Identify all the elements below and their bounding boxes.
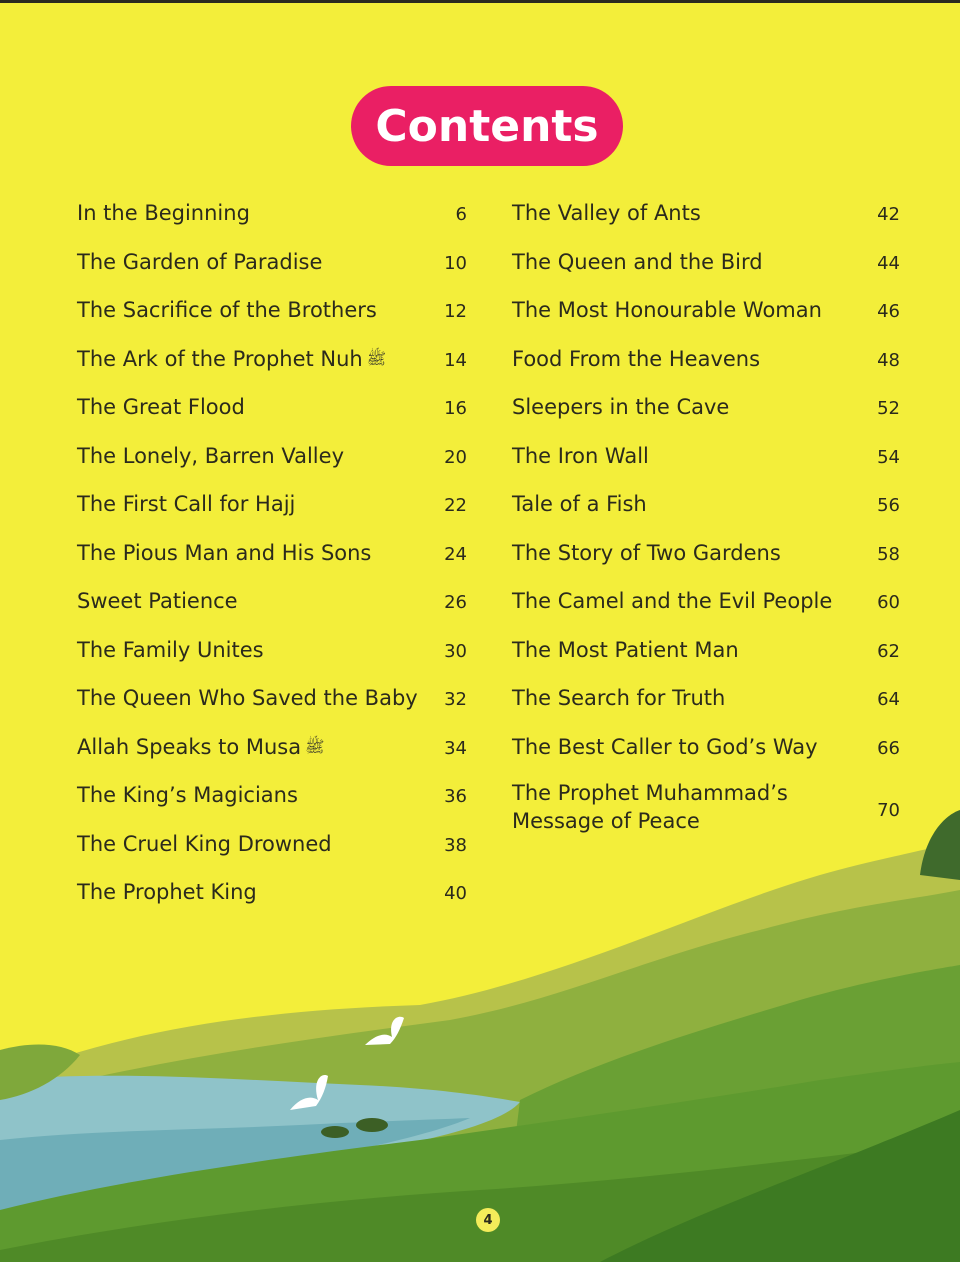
entry-title-wrap <box>77 727 324 767</box>
toc-entry[interactable] <box>77 484 467 533</box>
entry-page: 24 <box>444 543 467 565</box>
entry-title: The Best Caller to God’s Way <box>512 734 818 759</box>
entry-title: The Ark of the Prophet Nuh <box>77 346 363 371</box>
entry-title: The First Call for Hajj <box>77 492 296 516</box>
toc-entry[interactable] <box>77 727 467 776</box>
toc-entry[interactable] <box>512 387 900 436</box>
top-edge <box>0 0 960 3</box>
entry-title: The Pious Man and His Sons <box>77 540 372 565</box>
landscape-illustration <box>0 780 960 1262</box>
entry-page: 20 <box>444 446 467 468</box>
toc-entry[interactable] <box>77 630 467 679</box>
toc-entry[interactable] <box>512 193 900 242</box>
entry-title: The Prophet King <box>77 880 257 904</box>
entry-page: 44 <box>877 252 900 274</box>
entry-page: 16 <box>444 398 467 419</box>
toc-entry[interactable] <box>77 290 467 339</box>
entry-title: The Garden of Paradise <box>77 249 323 274</box>
entry-page: 26 <box>444 592 467 613</box>
entry-title: The Sacrifice of the Brothers <box>77 298 377 322</box>
entry-title: The Search for Truth <box>512 686 726 710</box>
toc-entry[interactable] <box>77 678 467 727</box>
toc-entry[interactable] <box>77 193 467 242</box>
entry-title: The Most Patient Man <box>512 637 739 662</box>
toc-entry[interactable] <box>77 387 467 436</box>
entry-title: The Queen Who Saved the Baby <box>77 686 418 710</box>
entry-title: The Iron Wall <box>512 443 649 468</box>
entry-page: 10 <box>444 252 467 274</box>
entry-page: 62 <box>877 640 900 662</box>
entry-title: The Camel and the Evil People <box>512 589 833 613</box>
entry-title: Food From the Heavens <box>512 346 761 371</box>
entry-page: 34 <box>444 737 467 759</box>
entry-page: 6 <box>455 204 467 225</box>
entry-title: Sleepers in the Cave <box>512 395 730 419</box>
entry-title: The Great Flood <box>77 395 245 419</box>
toc-entry[interactable] <box>512 630 900 679</box>
toc-entry[interactable] <box>77 436 467 485</box>
toc-entry[interactable] <box>512 339 900 388</box>
toc-entry[interactable] <box>512 727 900 776</box>
honorific-glyph: ﷺ <box>366 348 387 368</box>
entry-page: 56 <box>877 495 900 516</box>
entry-title: The Story of Two Gardens <box>512 540 781 565</box>
toc-entry[interactable] <box>77 533 467 582</box>
entry-page: 46 <box>877 301 900 322</box>
entry-page: 36 <box>444 786 467 807</box>
entry-page: 42 <box>877 204 900 225</box>
entry-page: 60 <box>877 592 900 613</box>
entry-page: 54 <box>877 446 900 468</box>
toc-entry[interactable] <box>77 339 467 388</box>
entry-page: 70 <box>877 800 900 821</box>
toc-entry[interactable] <box>512 581 900 630</box>
toc-entry[interactable] <box>512 242 900 291</box>
entry-title: The Most Honourable Woman <box>512 298 822 322</box>
entry-title: Allah Speaks to Musa <box>77 734 302 759</box>
entry-page: 48 <box>877 349 900 371</box>
entry-page: 40 <box>444 883 467 904</box>
title-banner <box>351 86 623 166</box>
entry-page: 32 <box>444 689 467 710</box>
toc-entry[interactable] <box>512 533 900 582</box>
page-number: 4 <box>476 1208 500 1232</box>
entry-page: 66 <box>877 737 900 759</box>
entry-page: 12 <box>444 301 467 322</box>
entry-title-wrap <box>77 339 386 379</box>
entry-title: Sweet Patience <box>77 589 238 613</box>
entry-page: 14 <box>444 349 467 371</box>
entry-title: The Queen and the Bird <box>512 249 763 274</box>
entry-page: 52 <box>877 398 900 419</box>
page-title: Contents <box>375 100 599 152</box>
entry-title: In the Beginning <box>77 201 250 225</box>
entry-title: The Valley of Ants <box>512 201 701 225</box>
entry-page: 22 <box>444 495 467 516</box>
toc-entry[interactable] <box>512 678 900 727</box>
honorific-glyph: ﷺ <box>305 736 325 756</box>
entry-title: The King’s Magicians <box>77 783 298 807</box>
toc-entry[interactable] <box>512 436 900 485</box>
entry-title: The Cruel King Drowned <box>77 831 332 856</box>
entry-title: The Family Unites <box>77 637 264 662</box>
entry-title: The Prophet Muhammad’s Message of Peace <box>512 781 788 833</box>
entry-page: 64 <box>877 689 900 710</box>
toc-entry[interactable] <box>512 290 900 339</box>
entry-page: 30 <box>444 640 467 662</box>
toc-entry[interactable] <box>77 581 467 630</box>
entry-title: The Lonely, Barren Valley <box>77 443 344 468</box>
toc-right-column <box>512 193 900 833</box>
entry-title: Tale of a Fish <box>512 492 647 516</box>
toc-entry[interactable] <box>77 242 467 291</box>
entry-page: 58 <box>877 543 900 565</box>
toc-entry[interactable] <box>512 484 900 533</box>
entry-page: 38 <box>444 834 467 856</box>
